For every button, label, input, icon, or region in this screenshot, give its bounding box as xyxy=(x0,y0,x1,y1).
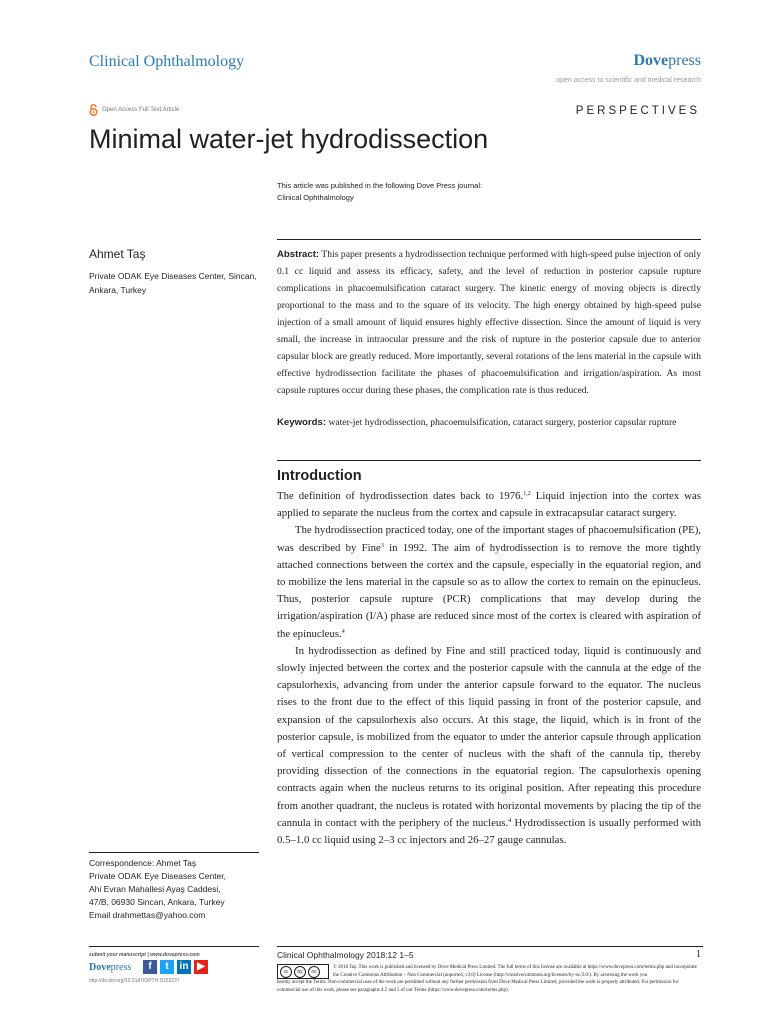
page-number: 1 xyxy=(696,949,701,960)
citation-ref[interactable]: 4 xyxy=(341,628,345,635)
publisher-bold: Dove xyxy=(633,52,669,69)
publisher-tagline: open access to scientific and medical research xyxy=(556,77,701,84)
article-type: PERSPECTIVES xyxy=(575,105,700,117)
footer-right-rule xyxy=(277,946,703,947)
cc-icon: cc xyxy=(280,966,292,978)
linkedin-icon[interactable]: in xyxy=(177,960,191,974)
youtube-icon[interactable]: ▶ xyxy=(194,960,208,974)
correspondence xyxy=(89,857,264,922)
publisher-logo[interactable] xyxy=(633,52,701,70)
by-icon: by xyxy=(294,966,306,978)
cc-license-badge[interactable] xyxy=(277,964,329,979)
article-title: Minimal water-jet hydrodissection xyxy=(89,124,489,154)
license-text-continued: hereby accept the Terms. Non-commercial uses of the work are permitted without any further permission from Dove Medical Press Limited, provided the work is properly attributed. For permission for commercial use of this work, please see paragraphs 4.2 and 5 of our Terms (https://www.dovepress.com/terms.php). xyxy=(277,980,679,993)
submit-manuscript-link[interactable] xyxy=(89,952,200,958)
open-access-line xyxy=(89,104,179,116)
twitter-icon[interactable]: t xyxy=(160,960,174,974)
correspondence-line: 47/B, 06930 Sincan, Ankara, Turkey xyxy=(89,897,225,907)
doi-link[interactable]: http://dx.doi.org/10.2147/OPTH.S152237 xyxy=(89,978,180,984)
paragraph-text: Liquid injection into the cortex was applied to separate the nucleus from the cortex and capsule in extracapsular cataract surgery. xyxy=(277,490,701,520)
open-access-icon xyxy=(89,104,98,116)
paragraph-text: In hydrodissection as defined by Fine and still practiced today, liquid is continuously and slowly injected between the cortex and the posterior capsule with the cannula at the edge of the capsulorhexis, advancing from under the anterior capsule forward to the equator. The nucleus rises to the front due to the effect of this liquid passing in front of the posterior capsule, and expansion of the capsulorhexis also occurs. At this stage, the liquid, which is in front of the posterior capsule, is mobilized from the equator to under the anterior capsule through application of vertical compression to the center of nucleus with the shaft of the cannula tip, thereby providing dissection of the connections in the equatorial region. The capsulorhexis opening contracts again when the nucleus returns to its original position. After repeating this procedure from another quadrant, the nucleus is rotated with horizontal movements by placing the tip of the cannula in contact with the periphery of the nucleus. xyxy=(277,644,701,829)
keywords-text: water-jet hydrodissection, phacoemulsification, cataract surgery, posterior capsular rupture xyxy=(328,417,677,428)
footer-citation: Clinical Ophthalmology 2018:12 1–5 xyxy=(277,950,414,960)
citation-ref[interactable]: 4 xyxy=(508,817,512,824)
publisher-light: press xyxy=(668,52,701,69)
footer-dove-bold: Dove xyxy=(89,962,111,973)
correspondence-rule xyxy=(89,852,259,853)
facebook-icon[interactable]: f xyxy=(143,960,157,974)
abstract-text: This paper presents a hydrodissection technique performed with high-speed pulse injection of only 0.1 cc liquid and assess its efficacy, safety, and the level of reduction in posterior capsule rupture complications in phacoemulsification cataract surgery. The kinetic energy of moving objects is directly proportional to the mass and to the square of its velocity. The high energy obtained by high-speed pulse injection of a small amount of liquid ensures highly effective dissection. Since the amount of liquid is very small, the increase in intraocular pressure and the risk of rupture in the posterior capsule due to anterior capsular block are greatly reduced. More importantly, several rotations of the lens material in the capsule with effective hydrodissection facilitate the phases of phacoemulsification and irrigation/aspiration. As most capsule ruptures occur during these phases, the complication rate is thus reduced. xyxy=(277,249,701,396)
paragraph xyxy=(277,522,701,642)
introduction-body xyxy=(277,488,701,849)
correspondence-line: Private ODAK Eye Diseases Center, xyxy=(89,871,227,881)
paragraph-text: The definition of hydrodissection dates back to 1976. xyxy=(277,490,524,502)
correspondence-email[interactable]: Email drahmettas@yahoo.com xyxy=(89,910,206,920)
citation-ref[interactable]: 3 xyxy=(380,542,384,549)
keywords-label: Keywords: xyxy=(277,417,327,428)
publication-note xyxy=(277,180,482,204)
license-text: © 2018 Taş. This work is published and licensed by Dove Medical Press Limited. The full terms of this license are available at https://www.dovepress.com/terms.php and incorporate the Creative Commons Attribution – Non Commercial (unported, v3.0) License (http://creativecommons.org/licenses/by-nc/3.0/). By accessing the work you xyxy=(333,965,697,978)
paragraph-text: in 1992. The aim of hydrodissection is to remove the more tightly attached connections between the cortex and the capsule, especially in the equatorial region, and to mobilize the lens material in the capsule so as to allow the cortex to remain on the epinucleus. Thus, posterior capsule rupture (PCR) complications that may develop during the irrigation/aspiration (I/A) phase are reduced since most of the cortex is cleared with aspiration of the epinucleus. xyxy=(277,541,701,640)
paragraph-text: The hydrodissection practiced today, one of the important stages of phacoemulsification (PE), was described by Fine xyxy=(277,524,701,554)
publication-note-journal[interactable]: Clinical Ophthalmology xyxy=(277,193,354,202)
paragraph xyxy=(277,488,701,522)
footer-dove-light: press xyxy=(110,962,132,973)
abstract-top-rule xyxy=(277,239,701,240)
section-heading-introduction: Introduction xyxy=(277,468,362,484)
keywords xyxy=(277,414,701,431)
open-access-label: Open Access Full Text Article xyxy=(102,107,180,113)
author-affiliation: Private ODAK Eye Diseases Center, Sincan, Ankara, Turkey xyxy=(89,271,257,295)
correspondence-line: Ahi Evran Mahallesi Ayaş Caddesi, xyxy=(89,884,221,894)
footer-dovepress-logo[interactable] xyxy=(89,962,131,973)
citation-ref[interactable]: 1,2 xyxy=(523,491,531,497)
abstract-label: Abstract: xyxy=(277,249,320,260)
author-name: Ahmet Taş xyxy=(89,247,146,261)
footer-left-rule xyxy=(89,946,259,947)
abstract xyxy=(277,246,701,399)
intro-top-rule xyxy=(277,460,701,461)
submit-manuscript-text: submit your manuscript | www.dovepress.com xyxy=(89,952,200,958)
social-icons xyxy=(143,960,208,974)
paragraph-text: Hydrodissection is usually performed with 0.5–1.0 cc liquid using 2–3 cc injectors and 26–27 gauge cannulas. xyxy=(277,816,701,847)
nc-icon: nc xyxy=(308,966,320,978)
correspondence-line: Correspondence: Ahmet Taş xyxy=(89,858,197,868)
journal-name[interactable]: Clinical Ophthalmology xyxy=(89,53,245,70)
paragraph xyxy=(277,643,701,849)
publication-note-line1: This article was published in the following Dove Press journal: xyxy=(277,181,483,190)
